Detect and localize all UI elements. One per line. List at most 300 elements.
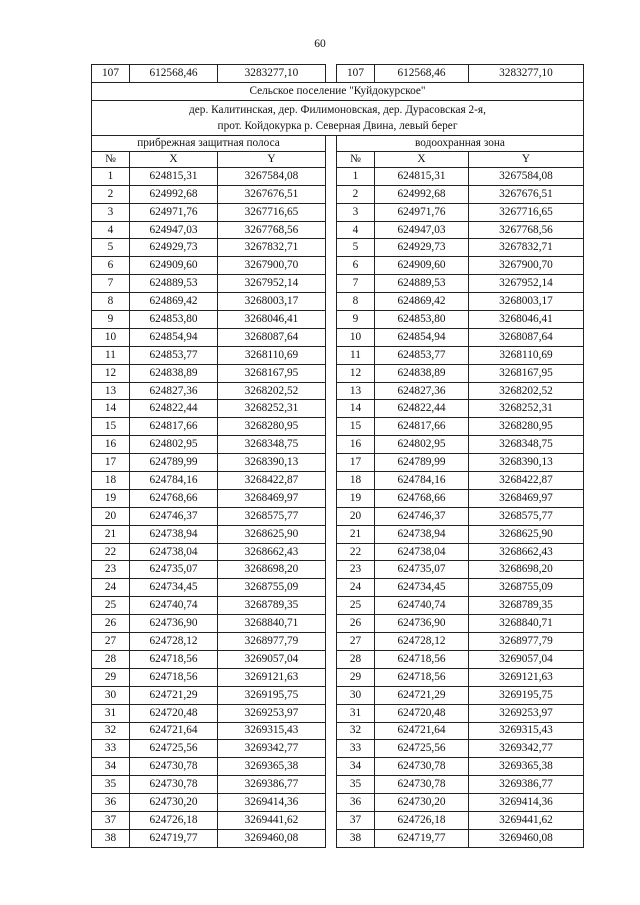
column-gap xyxy=(326,275,337,293)
cell-num: 2 xyxy=(92,185,130,203)
column-gap xyxy=(326,454,337,472)
column-gap xyxy=(326,704,337,722)
cell-num: 107 xyxy=(92,65,130,83)
column-gap xyxy=(326,758,337,776)
table-row xyxy=(92,561,584,579)
table-row-first xyxy=(92,65,584,83)
cell-x: 624746,37 xyxy=(130,507,218,525)
cell-x: 624721,29 xyxy=(375,686,469,704)
cell-x: 624740,74 xyxy=(375,597,469,615)
cell-y: 3269342,77 xyxy=(469,740,584,758)
table-row xyxy=(92,650,584,668)
cell-x: 624720,48 xyxy=(375,704,469,722)
cell-y: 3268280,95 xyxy=(218,418,326,436)
cell-x: 624738,04 xyxy=(375,543,469,561)
table-row xyxy=(92,525,584,543)
cell-num: 21 xyxy=(337,525,375,543)
cell-y: 3268469,97 xyxy=(469,489,584,507)
cell-num: 30 xyxy=(337,686,375,704)
cell-num: 28 xyxy=(337,650,375,668)
cell-x: 624730,20 xyxy=(375,794,469,812)
cell-y: 3269057,04 xyxy=(218,650,326,668)
cell-y: 3267584,08 xyxy=(218,167,326,185)
cell-x: 624718,56 xyxy=(130,650,218,668)
cell-x: 624853,77 xyxy=(375,346,469,364)
cell-y: 3268390,13 xyxy=(218,454,326,472)
cell-num: 3 xyxy=(92,203,130,221)
cell-num: 27 xyxy=(92,633,130,651)
cell-num: 31 xyxy=(337,704,375,722)
table-row xyxy=(92,829,584,847)
cell-num: 26 xyxy=(92,615,130,633)
cell-num: 37 xyxy=(337,811,375,829)
cell-y: 3269121,63 xyxy=(218,668,326,686)
cell-x: 624869,42 xyxy=(375,293,469,311)
cell-num: 20 xyxy=(337,507,375,525)
column-gap xyxy=(326,203,337,221)
column-gap xyxy=(326,489,337,507)
table-row xyxy=(92,686,584,704)
cell-num: 24 xyxy=(337,579,375,597)
cell-y: 3268348,75 xyxy=(469,436,584,454)
cell-y: 3268977,79 xyxy=(469,633,584,651)
cell-y: 3267716,65 xyxy=(469,203,584,221)
cell-y: 3269057,04 xyxy=(469,650,584,668)
cell-num: 10 xyxy=(92,328,130,346)
coordinates-table xyxy=(91,64,584,848)
column-gap xyxy=(326,776,337,794)
cell-x: 624971,76 xyxy=(375,203,469,221)
cell-y: 3268003,17 xyxy=(218,293,326,311)
cell-x: 624726,18 xyxy=(375,811,469,829)
cell-y: 3269414,36 xyxy=(218,794,326,812)
cell-y: 3269365,38 xyxy=(469,758,584,776)
cell-y: 3268755,09 xyxy=(469,579,584,597)
cell-x: 624725,56 xyxy=(130,740,218,758)
cell-y: 3268110,69 xyxy=(218,346,326,364)
settlement-title-row xyxy=(92,82,584,100)
cell-num: 11 xyxy=(92,346,130,364)
cell-num: 20 xyxy=(92,507,130,525)
column-gap xyxy=(326,507,337,525)
column-gap xyxy=(326,633,337,651)
cell-y: 3269121,63 xyxy=(469,668,584,686)
cell-y: 3268662,43 xyxy=(469,543,584,561)
cell-x: 624735,07 xyxy=(375,561,469,579)
cell-num: 23 xyxy=(92,561,130,579)
zone-label-row xyxy=(92,135,584,151)
table-row xyxy=(92,668,584,686)
cell-x: 624730,78 xyxy=(375,776,469,794)
cell-y: 3267716,65 xyxy=(218,203,326,221)
table-row xyxy=(92,794,584,812)
cell-x: 624719,77 xyxy=(375,829,469,847)
cell-x: 624822,44 xyxy=(130,400,218,418)
cell-x: 624730,78 xyxy=(130,758,218,776)
cell-y: 3268202,52 xyxy=(218,382,326,400)
column-gap xyxy=(326,829,337,847)
column-gap xyxy=(326,722,337,740)
cell-y: 3268469,97 xyxy=(218,489,326,507)
cell-y: 3267584,08 xyxy=(469,167,584,185)
table-row xyxy=(92,507,584,525)
column-gap xyxy=(326,364,337,382)
header-y: Y xyxy=(218,151,326,167)
cell-y: 3267900,70 xyxy=(469,257,584,275)
cell-num: 14 xyxy=(337,400,375,418)
cell-x: 624992,68 xyxy=(375,185,469,203)
cell-y: 3267676,51 xyxy=(218,185,326,203)
cell-y: 3268280,95 xyxy=(469,418,584,436)
cell-num: 13 xyxy=(92,382,130,400)
cell-y: 3269315,43 xyxy=(218,722,326,740)
cell-num: 33 xyxy=(92,740,130,758)
cell-x: 624909,60 xyxy=(375,257,469,275)
settlement-subtitle-line1: дер. Калитинская, дер. Филимоновская, дер. Дурасовская 2-я, xyxy=(189,103,486,116)
column-gap xyxy=(326,525,337,543)
cell-y: 3267952,14 xyxy=(469,275,584,293)
column-header-row xyxy=(92,151,584,167)
cell-y: 3269342,77 xyxy=(218,740,326,758)
cell-x: 624721,29 xyxy=(130,686,218,704)
column-gap xyxy=(326,436,337,454)
cell-x: 624971,76 xyxy=(130,203,218,221)
table-row xyxy=(92,722,584,740)
cell-num: 32 xyxy=(92,722,130,740)
cell-y: 3269460,08 xyxy=(469,829,584,847)
cell-x: 624746,37 xyxy=(375,507,469,525)
cell-num: 107 xyxy=(337,65,375,83)
cell-y: 3268698,20 xyxy=(469,561,584,579)
cell-y: 3269386,77 xyxy=(469,776,584,794)
cell-y: 3269365,38 xyxy=(218,758,326,776)
cell-y: 3269195,75 xyxy=(218,686,326,704)
cell-x: 624815,31 xyxy=(130,167,218,185)
cell-y: 3268348,75 xyxy=(218,436,326,454)
cell-y: 3267768,56 xyxy=(218,221,326,239)
cell-num: 37 xyxy=(92,811,130,829)
cell-x: 624740,74 xyxy=(130,597,218,615)
cell-y: 3267900,70 xyxy=(218,257,326,275)
cell-x: 624838,89 xyxy=(375,364,469,382)
column-gap xyxy=(326,597,337,615)
cell-x: 624854,94 xyxy=(130,328,218,346)
cell-y: 3268003,17 xyxy=(469,293,584,311)
cell-x: 624789,99 xyxy=(375,454,469,472)
cell-x: 624736,90 xyxy=(130,615,218,633)
cell-x: 624947,03 xyxy=(375,221,469,239)
cell-x: 624718,56 xyxy=(130,668,218,686)
page-number: 60 xyxy=(314,38,326,50)
cell-y: 3268840,71 xyxy=(469,615,584,633)
cell-x: 612568,46 xyxy=(375,65,469,83)
cell-num: 18 xyxy=(337,472,375,490)
column-gap xyxy=(326,221,337,239)
cell-num: 4 xyxy=(337,221,375,239)
column-gap xyxy=(326,418,337,436)
column-gap xyxy=(326,811,337,829)
table-row xyxy=(92,364,584,382)
cell-y: 3267768,56 xyxy=(469,221,584,239)
cell-num: 2 xyxy=(337,185,375,203)
cell-y: 3268110,69 xyxy=(469,346,584,364)
cell-num: 33 xyxy=(337,740,375,758)
settlement-subtitle xyxy=(92,100,584,135)
cell-x: 624992,68 xyxy=(130,185,218,203)
header-num: № xyxy=(92,151,130,167)
table-row xyxy=(92,185,584,203)
cell-x: 624728,12 xyxy=(130,633,218,651)
cell-x: 624869,42 xyxy=(130,293,218,311)
cell-num: 36 xyxy=(337,794,375,812)
column-gap xyxy=(326,65,337,83)
column-gap xyxy=(326,346,337,364)
cell-y: 3268840,71 xyxy=(218,615,326,633)
cell-num: 22 xyxy=(92,543,130,561)
cell-num: 16 xyxy=(92,436,130,454)
cell-x: 624718,56 xyxy=(375,668,469,686)
table-row xyxy=(92,597,584,615)
cell-x: 624929,73 xyxy=(375,239,469,257)
table-row xyxy=(92,239,584,257)
cell-num: 25 xyxy=(337,597,375,615)
cell-y: 3268087,64 xyxy=(469,328,584,346)
column-gap xyxy=(326,650,337,668)
cell-y: 3269253,97 xyxy=(218,704,326,722)
cell-num: 10 xyxy=(337,328,375,346)
cell-num: 16 xyxy=(337,436,375,454)
column-gap xyxy=(326,740,337,758)
cell-num: 29 xyxy=(337,668,375,686)
cell-num: 8 xyxy=(337,293,375,311)
table-row xyxy=(92,436,584,454)
column-gap xyxy=(326,311,337,329)
cell-x: 624719,77 xyxy=(130,829,218,847)
cell-x: 624827,36 xyxy=(130,382,218,400)
right-zone-label: водоохранная зона xyxy=(337,135,584,151)
cell-x: 624738,04 xyxy=(130,543,218,561)
cell-num: 28 xyxy=(92,650,130,668)
cell-x: 624718,56 xyxy=(375,650,469,668)
table-row xyxy=(92,740,584,758)
column-gap xyxy=(326,382,337,400)
cell-num: 29 xyxy=(92,668,130,686)
cell-y: 3268167,95 xyxy=(469,364,584,382)
cell-x: 624730,78 xyxy=(375,758,469,776)
cell-x: 624815,31 xyxy=(375,167,469,185)
table-row xyxy=(92,489,584,507)
settlement-subtitle-row xyxy=(92,100,584,135)
cell-y: 3269460,08 xyxy=(218,829,326,847)
cell-x: 624838,89 xyxy=(130,364,218,382)
cell-num: 15 xyxy=(92,418,130,436)
cell-y: 3268422,87 xyxy=(218,472,326,490)
cell-y: 3269414,36 xyxy=(469,794,584,812)
cell-y: 3268977,79 xyxy=(218,633,326,651)
column-gap xyxy=(326,167,337,185)
cell-num: 6 xyxy=(92,257,130,275)
column-gap xyxy=(326,561,337,579)
cell-y: 3267952,14 xyxy=(218,275,326,293)
cell-num: 25 xyxy=(92,597,130,615)
column-gap xyxy=(326,135,337,151)
table-row xyxy=(92,704,584,722)
cell-x: 624802,95 xyxy=(130,436,218,454)
cell-x: 624728,12 xyxy=(375,633,469,651)
cell-y: 3268252,31 xyxy=(218,400,326,418)
cell-x: 624725,56 xyxy=(375,740,469,758)
table-row xyxy=(92,293,584,311)
table-row xyxy=(92,328,584,346)
cell-x: 624768,66 xyxy=(375,489,469,507)
cell-y: 3268575,77 xyxy=(469,507,584,525)
column-gap xyxy=(326,794,337,812)
column-gap xyxy=(326,257,337,275)
column-gap xyxy=(326,328,337,346)
cell-x: 624817,66 xyxy=(130,418,218,436)
cell-num: 31 xyxy=(92,704,130,722)
table-row xyxy=(92,758,584,776)
table-row xyxy=(92,203,584,221)
header-x: X xyxy=(375,151,469,167)
cell-num: 34 xyxy=(337,758,375,776)
left-zone-label: прибрежная защитная полоса xyxy=(92,135,326,151)
table-row xyxy=(92,811,584,829)
cell-num: 7 xyxy=(92,275,130,293)
cell-x: 624889,53 xyxy=(130,275,218,293)
cell-y: 3268698,20 xyxy=(218,561,326,579)
cell-x: 624929,73 xyxy=(130,239,218,257)
cell-num: 11 xyxy=(337,346,375,364)
cell-x: 624721,64 xyxy=(375,722,469,740)
cell-num: 4 xyxy=(92,221,130,239)
cell-num: 5 xyxy=(92,239,130,257)
cell-y: 3268662,43 xyxy=(218,543,326,561)
cell-x: 624789,99 xyxy=(130,454,218,472)
cell-num: 34 xyxy=(92,758,130,776)
column-gap xyxy=(326,686,337,704)
cell-y: 3268202,52 xyxy=(469,382,584,400)
cell-num: 15 xyxy=(337,418,375,436)
cell-num: 1 xyxy=(92,167,130,185)
cell-x: 624854,94 xyxy=(375,328,469,346)
table-row xyxy=(92,579,584,597)
cell-y: 3268167,95 xyxy=(218,364,326,382)
table-row xyxy=(92,346,584,364)
cell-x: 624721,64 xyxy=(130,722,218,740)
header-x: X xyxy=(130,151,218,167)
column-gap xyxy=(326,400,337,418)
cell-x: 624734,45 xyxy=(375,579,469,597)
column-gap xyxy=(326,239,337,257)
cell-num: 38 xyxy=(337,829,375,847)
table-row xyxy=(92,311,584,329)
cell-y: 3267832,71 xyxy=(218,239,326,257)
cell-y: 3269441,62 xyxy=(469,811,584,829)
table-row xyxy=(92,776,584,794)
cell-y: 3267676,51 xyxy=(469,185,584,203)
cell-x: 624738,94 xyxy=(130,525,218,543)
cell-num: 24 xyxy=(92,579,130,597)
cell-x: 624768,66 xyxy=(130,489,218,507)
column-gap xyxy=(326,579,337,597)
table-row xyxy=(92,382,584,400)
cell-x: 612568,46 xyxy=(130,65,218,83)
cell-x: 624817,66 xyxy=(375,418,469,436)
cell-y: 3283277,10 xyxy=(218,65,326,83)
cell-num: 9 xyxy=(92,311,130,329)
table-row xyxy=(92,454,584,472)
cell-num: 5 xyxy=(337,239,375,257)
cell-x: 624802,95 xyxy=(375,436,469,454)
cell-num: 7 xyxy=(337,275,375,293)
header-num: № xyxy=(337,151,375,167)
cell-num: 9 xyxy=(337,311,375,329)
table-row xyxy=(92,400,584,418)
cell-num: 36 xyxy=(92,794,130,812)
table-row xyxy=(92,167,584,185)
column-gap xyxy=(326,151,337,167)
cell-y: 3268789,35 xyxy=(469,597,584,615)
cell-y: 3268046,41 xyxy=(218,311,326,329)
cell-num: 27 xyxy=(337,633,375,651)
cell-y: 3268575,77 xyxy=(218,507,326,525)
table-row xyxy=(92,615,584,633)
cell-y: 3269441,62 xyxy=(218,811,326,829)
cell-x: 624736,90 xyxy=(375,615,469,633)
column-gap xyxy=(326,615,337,633)
cell-y: 3268087,64 xyxy=(218,328,326,346)
cell-y: 3269195,75 xyxy=(469,686,584,704)
column-gap xyxy=(326,543,337,561)
cell-num: 17 xyxy=(337,454,375,472)
cell-x: 624730,20 xyxy=(130,794,218,812)
cell-x: 624947,03 xyxy=(130,221,218,239)
cell-num: 35 xyxy=(92,776,130,794)
cell-x: 624730,78 xyxy=(130,776,218,794)
settlement-title: Сельское поселение "Куйдокурское" xyxy=(92,82,584,100)
table-row xyxy=(92,543,584,561)
cell-num: 22 xyxy=(337,543,375,561)
column-gap xyxy=(326,293,337,311)
cell-x: 624735,07 xyxy=(130,561,218,579)
cell-x: 624738,94 xyxy=(375,525,469,543)
cell-x: 624853,80 xyxy=(375,311,469,329)
cell-num: 23 xyxy=(337,561,375,579)
cell-y: 3269253,97 xyxy=(469,704,584,722)
cell-num: 14 xyxy=(92,400,130,418)
cell-x: 624909,60 xyxy=(130,257,218,275)
cell-num: 12 xyxy=(92,364,130,382)
cell-num: 26 xyxy=(337,615,375,633)
cell-num: 18 xyxy=(92,472,130,490)
cell-x: 624726,18 xyxy=(130,811,218,829)
cell-x: 624822,44 xyxy=(375,400,469,418)
cell-y: 3268252,31 xyxy=(469,400,584,418)
cell-y: 3269386,77 xyxy=(218,776,326,794)
column-gap xyxy=(326,185,337,203)
cell-y: 3268789,35 xyxy=(218,597,326,615)
table-row xyxy=(92,633,584,651)
cell-y: 3267832,71 xyxy=(469,239,584,257)
cell-y: 3268422,87 xyxy=(469,472,584,490)
cell-num: 19 xyxy=(337,489,375,507)
cell-y: 3269315,43 xyxy=(469,722,584,740)
cell-num: 38 xyxy=(92,829,130,847)
table-row xyxy=(92,472,584,490)
column-gap xyxy=(326,472,337,490)
cell-y: 3268625,90 xyxy=(218,525,326,543)
